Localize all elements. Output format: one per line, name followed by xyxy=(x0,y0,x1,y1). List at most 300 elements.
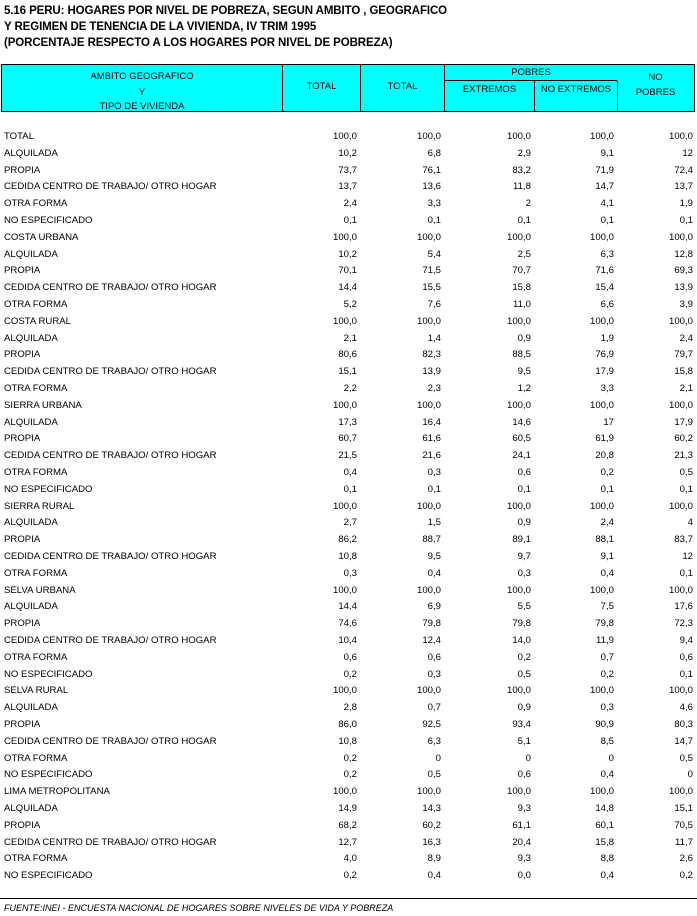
row-value: 100,0 xyxy=(332,685,357,697)
row-value: 0,1 xyxy=(679,483,693,495)
table-row xyxy=(0,616,697,633)
row-value: 15,4 xyxy=(595,282,614,294)
table-row xyxy=(0,851,697,868)
row-value: 0,2 xyxy=(343,870,357,882)
row-label: PROPIA xyxy=(4,719,41,730)
row-value: 0,0 xyxy=(517,870,531,882)
row-label: OTRA FORMA xyxy=(4,299,68,310)
row-value: 14,6 xyxy=(512,416,531,428)
table-row xyxy=(0,297,697,314)
row-value: 100,0 xyxy=(506,685,531,697)
row-value: 100,0 xyxy=(332,786,357,798)
row-value: 0,5 xyxy=(427,769,441,781)
row-value: 11,0 xyxy=(513,299,531,310)
row-value: 6,8 xyxy=(427,147,441,159)
row-value: 0,4 xyxy=(343,467,357,478)
row-value: 0,7 xyxy=(600,651,614,663)
row-label: CEDIDA CENTRO DE TRABAJO/ OTRO HOGAR xyxy=(4,282,217,294)
row-value: 92,5 xyxy=(422,719,441,730)
row-value: 82,3 xyxy=(422,349,441,361)
row-value: 3,3 xyxy=(600,383,614,394)
row-value: 100,0 xyxy=(506,584,531,596)
row-value: 0,5 xyxy=(517,668,531,680)
row-value: 100,0 xyxy=(506,315,531,327)
table-row xyxy=(0,767,697,784)
row-value: 0,1 xyxy=(427,215,441,226)
table-row xyxy=(0,650,697,667)
row-value: 21,6 xyxy=(422,450,441,462)
row-value: 5,4 xyxy=(427,248,441,260)
header-total-2: TOTAL xyxy=(361,65,445,111)
row-value: 100,0 xyxy=(589,131,614,142)
row-value: 71,6 xyxy=(595,265,614,277)
row-value: 13,7 xyxy=(674,181,693,193)
row-label: PROPIA xyxy=(4,164,41,176)
row-value: 100,0 xyxy=(416,131,441,142)
row-value: 24,1 xyxy=(512,450,531,462)
row-value: 2,4 xyxy=(600,517,614,529)
row-value: 2,9 xyxy=(517,147,531,159)
row-label: ALQUILADA xyxy=(4,803,58,814)
row-value: 15,8 xyxy=(512,282,531,294)
row-value: 0,3 xyxy=(343,567,357,579)
row-label: CEDIDA CENTRO DE TRABAJO/ OTRO HOGAR xyxy=(4,635,217,646)
row-value: 61,9 xyxy=(595,433,614,445)
table-row xyxy=(0,818,697,835)
row-value: 0,1 xyxy=(427,483,441,495)
row-value: 86,2 xyxy=(338,534,357,546)
row-label: PROPIA xyxy=(4,534,41,546)
table-row xyxy=(0,314,697,331)
row-value: 8,5 xyxy=(600,735,614,747)
row-value: 15,1 xyxy=(338,366,357,378)
row-value: 16,3 xyxy=(422,836,441,848)
row-value: 0,4 xyxy=(600,567,614,579)
row-value: 9,4 xyxy=(679,635,693,646)
row-value: 70,1 xyxy=(338,265,357,277)
row-value: 0,1 xyxy=(517,215,531,226)
table-row xyxy=(0,431,697,448)
table-row xyxy=(0,532,697,549)
row-value: 0,1 xyxy=(679,668,693,680)
row-label: OTRA FORMA xyxy=(4,567,68,579)
row-value: 4 xyxy=(687,517,693,529)
row-value: 2,1 xyxy=(343,332,357,344)
row-value: 79,8 xyxy=(595,618,614,630)
table-row xyxy=(0,717,697,734)
row-value: 0,1 xyxy=(679,215,693,226)
row-value: 0,2 xyxy=(343,668,357,680)
row-value: 100,0 xyxy=(668,231,693,243)
row-value: 2,7 xyxy=(343,517,357,529)
row-label: ALQUILADA xyxy=(4,601,58,613)
table-row xyxy=(0,784,697,801)
row-label: PROPIA xyxy=(4,819,41,831)
table-row xyxy=(0,482,697,499)
row-value: 100,0 xyxy=(416,231,441,243)
row-value: 100,0 xyxy=(332,500,357,512)
row-value: 0,3 xyxy=(600,702,614,714)
row-label: ALQUILADA xyxy=(4,332,58,344)
title-line-3: (PORCENTAJE RESPECTO A LOS HOGARES POR NIVEL DE POBREZA) xyxy=(4,37,393,49)
row-value: 76,9 xyxy=(595,349,614,361)
row-label: PROPIA xyxy=(4,618,41,630)
row-value: 60,2 xyxy=(422,819,441,831)
row-value: 1,4 xyxy=(427,332,441,344)
row-value: 11,8 xyxy=(513,181,531,193)
row-value: 9,5 xyxy=(427,551,441,562)
row-value: 15,8 xyxy=(674,366,693,378)
row-value: 69,3 xyxy=(674,265,693,277)
row-value: 0,1 xyxy=(600,215,614,226)
table-row xyxy=(0,633,697,650)
row-value: 72,3 xyxy=(674,618,693,630)
row-value: 9,5 xyxy=(517,366,531,378)
row-value: 90,9 xyxy=(595,719,614,730)
row-value: 0,6 xyxy=(517,769,531,781)
row-value: 0,5 xyxy=(679,467,693,478)
table-row xyxy=(0,347,697,364)
row-value: 100,0 xyxy=(668,685,693,697)
table-row xyxy=(0,381,697,398)
source-note: FUENTE:INEI - ENCUESTA NACIONAL DE HOGARES SOBRE NIVELES DE VIDA Y POBREZA xyxy=(4,903,394,913)
table-row xyxy=(0,364,697,381)
row-value: 61,1 xyxy=(512,819,531,831)
table-row xyxy=(0,835,697,852)
row-label: ALQUILADA xyxy=(4,147,58,159)
row-value: 0,1 xyxy=(343,483,357,495)
row-value: 5,1 xyxy=(517,735,531,747)
row-value: 70,5 xyxy=(674,819,693,831)
row-value: 100,0 xyxy=(589,685,614,697)
row-value: 5,5 xyxy=(517,601,531,613)
table-row xyxy=(0,751,697,768)
row-value: 2 xyxy=(525,198,531,210)
row-value: 17,9 xyxy=(674,416,693,428)
row-label: CEDIDA CENTRO DE TRABAJO/ OTRO HOGAR xyxy=(4,836,217,848)
table-row xyxy=(0,163,697,180)
row-value: 0,2 xyxy=(343,769,357,781)
row-value: 10,8 xyxy=(338,735,357,747)
title-line-1: 5.16 PERU: HOGARES POR NIVEL DE POBREZA, SEGUN AMBITO , GEOGRAFICO xyxy=(4,5,448,17)
row-value: 1,2 xyxy=(517,383,531,394)
row-value: 100,0 xyxy=(589,399,614,411)
row-value: 13,6 xyxy=(422,181,441,193)
row-label: CEDIDA CENTRO DE TRABAJO/ OTRO HOGAR xyxy=(4,181,217,193)
row-value: 14,7 xyxy=(595,181,614,193)
row-value: 88,7 xyxy=(422,534,441,546)
row-value: 7,5 xyxy=(600,601,614,613)
row-value: 13,9 xyxy=(674,282,693,294)
row-value: 0,1 xyxy=(600,483,614,495)
row-value: 100,0 xyxy=(668,500,693,512)
row-value: 6,6 xyxy=(600,299,614,310)
row-value: 100,0 xyxy=(668,584,693,596)
row-value: 17 xyxy=(603,416,614,428)
row-value: 14,4 xyxy=(338,282,357,294)
row-value: 60,2 xyxy=(674,433,693,445)
row-value: 76,1 xyxy=(422,164,441,176)
row-value: 0,4 xyxy=(427,567,441,579)
row-label: CEDIDA CENTRO DE TRABAJO/ OTRO HOGAR xyxy=(4,450,217,462)
row-value: 10,8 xyxy=(338,551,357,562)
row-value: 0,2 xyxy=(600,467,614,478)
row-value: 5,2 xyxy=(343,299,357,310)
table-row xyxy=(0,146,697,163)
row-value: 83,7 xyxy=(674,534,693,546)
row-value: 0,6 xyxy=(427,651,441,663)
row-label: CEDIDA CENTRO DE TRABAJO/ OTRO HOGAR xyxy=(4,366,217,378)
row-value: 1,9 xyxy=(679,198,693,210)
table-row xyxy=(0,549,697,566)
title-line-2: Y REGIMEN DE TENENCIA DE LA VIVIENDA, IV TRIM 1995 xyxy=(4,21,317,33)
table-row xyxy=(0,515,697,532)
row-value: 3,9 xyxy=(679,299,693,310)
row-value: 2,5 xyxy=(517,248,531,260)
row-value: 0 xyxy=(435,752,441,764)
row-value: 14,3 xyxy=(422,803,441,814)
row-value: 88,5 xyxy=(512,349,531,361)
table-row xyxy=(0,448,697,465)
row-value: 14,8 xyxy=(595,803,614,814)
row-value: 0,7 xyxy=(427,702,441,714)
row-value: 100,0 xyxy=(332,231,357,243)
table-row xyxy=(0,465,697,482)
row-value: 17,6 xyxy=(674,601,693,613)
row-value: 93,4 xyxy=(512,719,531,730)
header-ambito-line-1: AMBITO GEOGRAFICO xyxy=(90,71,194,82)
row-value: 12 xyxy=(682,147,693,159)
table-row xyxy=(0,247,697,264)
row-value: 83,2 xyxy=(512,164,531,176)
table-row xyxy=(0,583,697,600)
row-value: 14,9 xyxy=(338,803,357,814)
row-label: CEDIDA CENTRO DE TRABAJO/ OTRO HOGAR xyxy=(4,735,217,747)
row-label: NO ESPECIFICADO xyxy=(4,215,93,226)
row-value: 9,1 xyxy=(600,147,614,159)
row-value: 0,9 xyxy=(517,517,531,529)
row-value: 4,6 xyxy=(679,702,693,714)
row-value: 12 xyxy=(682,551,693,562)
row-value: 74,6 xyxy=(338,618,357,630)
row-label: NO ESPECIFICADO xyxy=(4,483,93,495)
row-value: 0,9 xyxy=(517,332,531,344)
table-title xyxy=(4,3,447,51)
row-label: LIMA METROPOLITANA xyxy=(4,786,110,798)
row-value: 9,3 xyxy=(517,853,531,865)
table-row xyxy=(0,415,697,432)
row-label: OTRA FORMA xyxy=(4,853,68,865)
row-value: 0,1 xyxy=(343,215,357,226)
row-value: 71,9 xyxy=(595,164,614,176)
row-label: PROPIA xyxy=(4,433,41,445)
row-value: 100,0 xyxy=(416,315,441,327)
row-value: 100,0 xyxy=(332,584,357,596)
table-row xyxy=(0,280,697,297)
row-label: CEDIDA CENTRO DE TRABAJO/ OTRO HOGAR xyxy=(4,551,217,562)
row-value: 100,0 xyxy=(332,315,357,327)
row-label: ALQUILADA xyxy=(4,416,58,428)
table-row xyxy=(0,230,697,247)
row-value: 100,0 xyxy=(416,584,441,596)
row-value: 17,3 xyxy=(338,416,357,428)
row-value: 12,7 xyxy=(338,836,357,848)
row-value: 0,4 xyxy=(427,870,441,882)
row-label: SIERRA URBANA xyxy=(4,399,82,411)
row-value: 79,7 xyxy=(674,349,693,361)
row-label: OTRA FORMA xyxy=(4,467,68,478)
row-value: 15,1 xyxy=(674,803,693,814)
row-value: 12,4 xyxy=(422,635,441,646)
table-row xyxy=(0,801,697,818)
row-value: 79,8 xyxy=(512,618,531,630)
row-value: 0,6 xyxy=(343,651,357,663)
row-value: 0,4 xyxy=(600,870,614,882)
row-value: 60,7 xyxy=(338,433,357,445)
table-row xyxy=(0,196,697,213)
row-value: 0 xyxy=(687,769,693,781)
row-value: 14,0 xyxy=(512,635,531,646)
row-value: 2,6 xyxy=(679,853,693,865)
row-label: SIERRA RURAL xyxy=(4,500,75,512)
table-row xyxy=(0,263,697,280)
row-value: 100,0 xyxy=(416,500,441,512)
row-value: 20,8 xyxy=(595,450,614,462)
row-label: ALQUILADA xyxy=(4,517,58,529)
row-value: 100,0 xyxy=(589,786,614,798)
row-value: 1,9 xyxy=(600,332,614,344)
row-value: 14,4 xyxy=(338,601,357,613)
row-value: 8,9 xyxy=(427,853,441,865)
row-value: 11,9 xyxy=(596,635,614,646)
table-row xyxy=(0,599,697,616)
footer-rule xyxy=(0,898,697,899)
row-value: 100,0 xyxy=(589,315,614,327)
row-value: 100,0 xyxy=(668,399,693,411)
row-value: 13,9 xyxy=(422,366,441,378)
row-value: 0,5 xyxy=(679,752,693,764)
row-value: 1,5 xyxy=(427,517,441,529)
row-value: 61,6 xyxy=(422,433,441,445)
row-value: 9,1 xyxy=(600,551,614,562)
row-value: 80,6 xyxy=(338,349,357,361)
row-value: 2,4 xyxy=(343,198,357,210)
row-value: 89,1 xyxy=(512,534,531,546)
row-value: 80,3 xyxy=(674,719,693,730)
row-value: 6,3 xyxy=(427,735,441,747)
row-value: 2,2 xyxy=(343,383,357,394)
header-no-pobres: NO POBRES xyxy=(635,72,676,98)
table-row xyxy=(0,179,697,196)
row-value: 100,0 xyxy=(416,786,441,798)
row-value: 100,0 xyxy=(589,231,614,243)
table-row xyxy=(0,667,697,684)
row-value: 60,5 xyxy=(512,433,531,445)
row-value: 0,4 xyxy=(600,769,614,781)
row-label: COSTA RURAL xyxy=(4,315,71,327)
row-value: 0,3 xyxy=(427,467,441,478)
table-row xyxy=(0,734,697,751)
row-label: SELVA URBANA xyxy=(4,584,76,596)
row-value: 4,0 xyxy=(343,853,357,865)
row-value: 2,8 xyxy=(343,702,357,714)
row-value: 17,9 xyxy=(595,366,614,378)
header-extremos: EXTREMOS xyxy=(445,81,535,111)
table-row xyxy=(0,331,697,348)
row-value: 100,0 xyxy=(332,131,357,142)
row-value: 10,2 xyxy=(338,147,357,159)
header-total-1: TOTAL xyxy=(283,65,361,111)
row-value: 15,5 xyxy=(422,282,441,294)
row-value: 0,2 xyxy=(600,668,614,680)
row-value: 71,5 xyxy=(422,265,441,277)
row-value: 0,9 xyxy=(517,702,531,714)
row-value: 73,7 xyxy=(338,164,357,176)
table-row xyxy=(0,499,697,516)
row-value: 100,0 xyxy=(589,584,614,596)
row-value: 9,7 xyxy=(517,551,531,562)
row-value: 70,7 xyxy=(512,265,531,277)
row-value: 0,2 xyxy=(343,752,357,764)
row-value: 0,1 xyxy=(517,483,531,495)
table-header xyxy=(1,64,695,112)
table-row xyxy=(0,566,697,583)
row-label: PROPIA xyxy=(4,349,41,361)
row-label: SELVA RURAL xyxy=(4,685,69,697)
table-row xyxy=(0,700,697,717)
row-value: 100,0 xyxy=(589,500,614,512)
row-value: 0,2 xyxy=(679,870,693,882)
row-value: 72,4 xyxy=(674,164,693,176)
row-value: 7,6 xyxy=(427,299,441,310)
row-value: 13,7 xyxy=(338,181,357,193)
row-value: 88,1 xyxy=(595,534,614,546)
row-value: 100,0 xyxy=(668,786,693,798)
row-value: 2,4 xyxy=(679,332,693,344)
row-value: 16,4 xyxy=(422,416,441,428)
row-value: 11,7 xyxy=(675,836,693,848)
row-value: 0,6 xyxy=(517,467,531,478)
row-label: TOTAL xyxy=(4,131,35,142)
row-label: ALQUILADA xyxy=(4,248,58,260)
row-value: 86,0 xyxy=(338,719,357,730)
row-label: NO ESPECIFICADO xyxy=(4,668,93,680)
row-value: 100,0 xyxy=(668,131,693,142)
row-value: 2,1 xyxy=(679,383,693,394)
row-value: 0,1 xyxy=(679,567,693,579)
row-value: 100,0 xyxy=(506,399,531,411)
row-label: OTRA FORMA xyxy=(4,198,68,210)
header-ambito xyxy=(2,65,283,111)
row-value: 15,8 xyxy=(595,836,614,848)
row-label: NO ESPECIFICADO xyxy=(4,870,93,882)
row-value: 9,3 xyxy=(517,803,531,814)
row-value: 10,4 xyxy=(338,635,357,646)
row-value: 100,0 xyxy=(506,786,531,798)
row-value: 6,9 xyxy=(427,601,441,613)
row-value: 100,0 xyxy=(416,685,441,697)
header-ambito-line-2: Y xyxy=(138,87,146,98)
row-value: 3,3 xyxy=(427,198,441,210)
row-value: 21,3 xyxy=(674,450,693,462)
row-value: 100,0 xyxy=(668,315,693,327)
table-row xyxy=(0,398,697,415)
table-row xyxy=(0,213,697,230)
row-label: ALQUILADA xyxy=(4,702,58,714)
row-value: 21,5 xyxy=(338,450,357,462)
row-value: 0,2 xyxy=(517,651,531,663)
row-label: PROPIA xyxy=(4,265,41,277)
